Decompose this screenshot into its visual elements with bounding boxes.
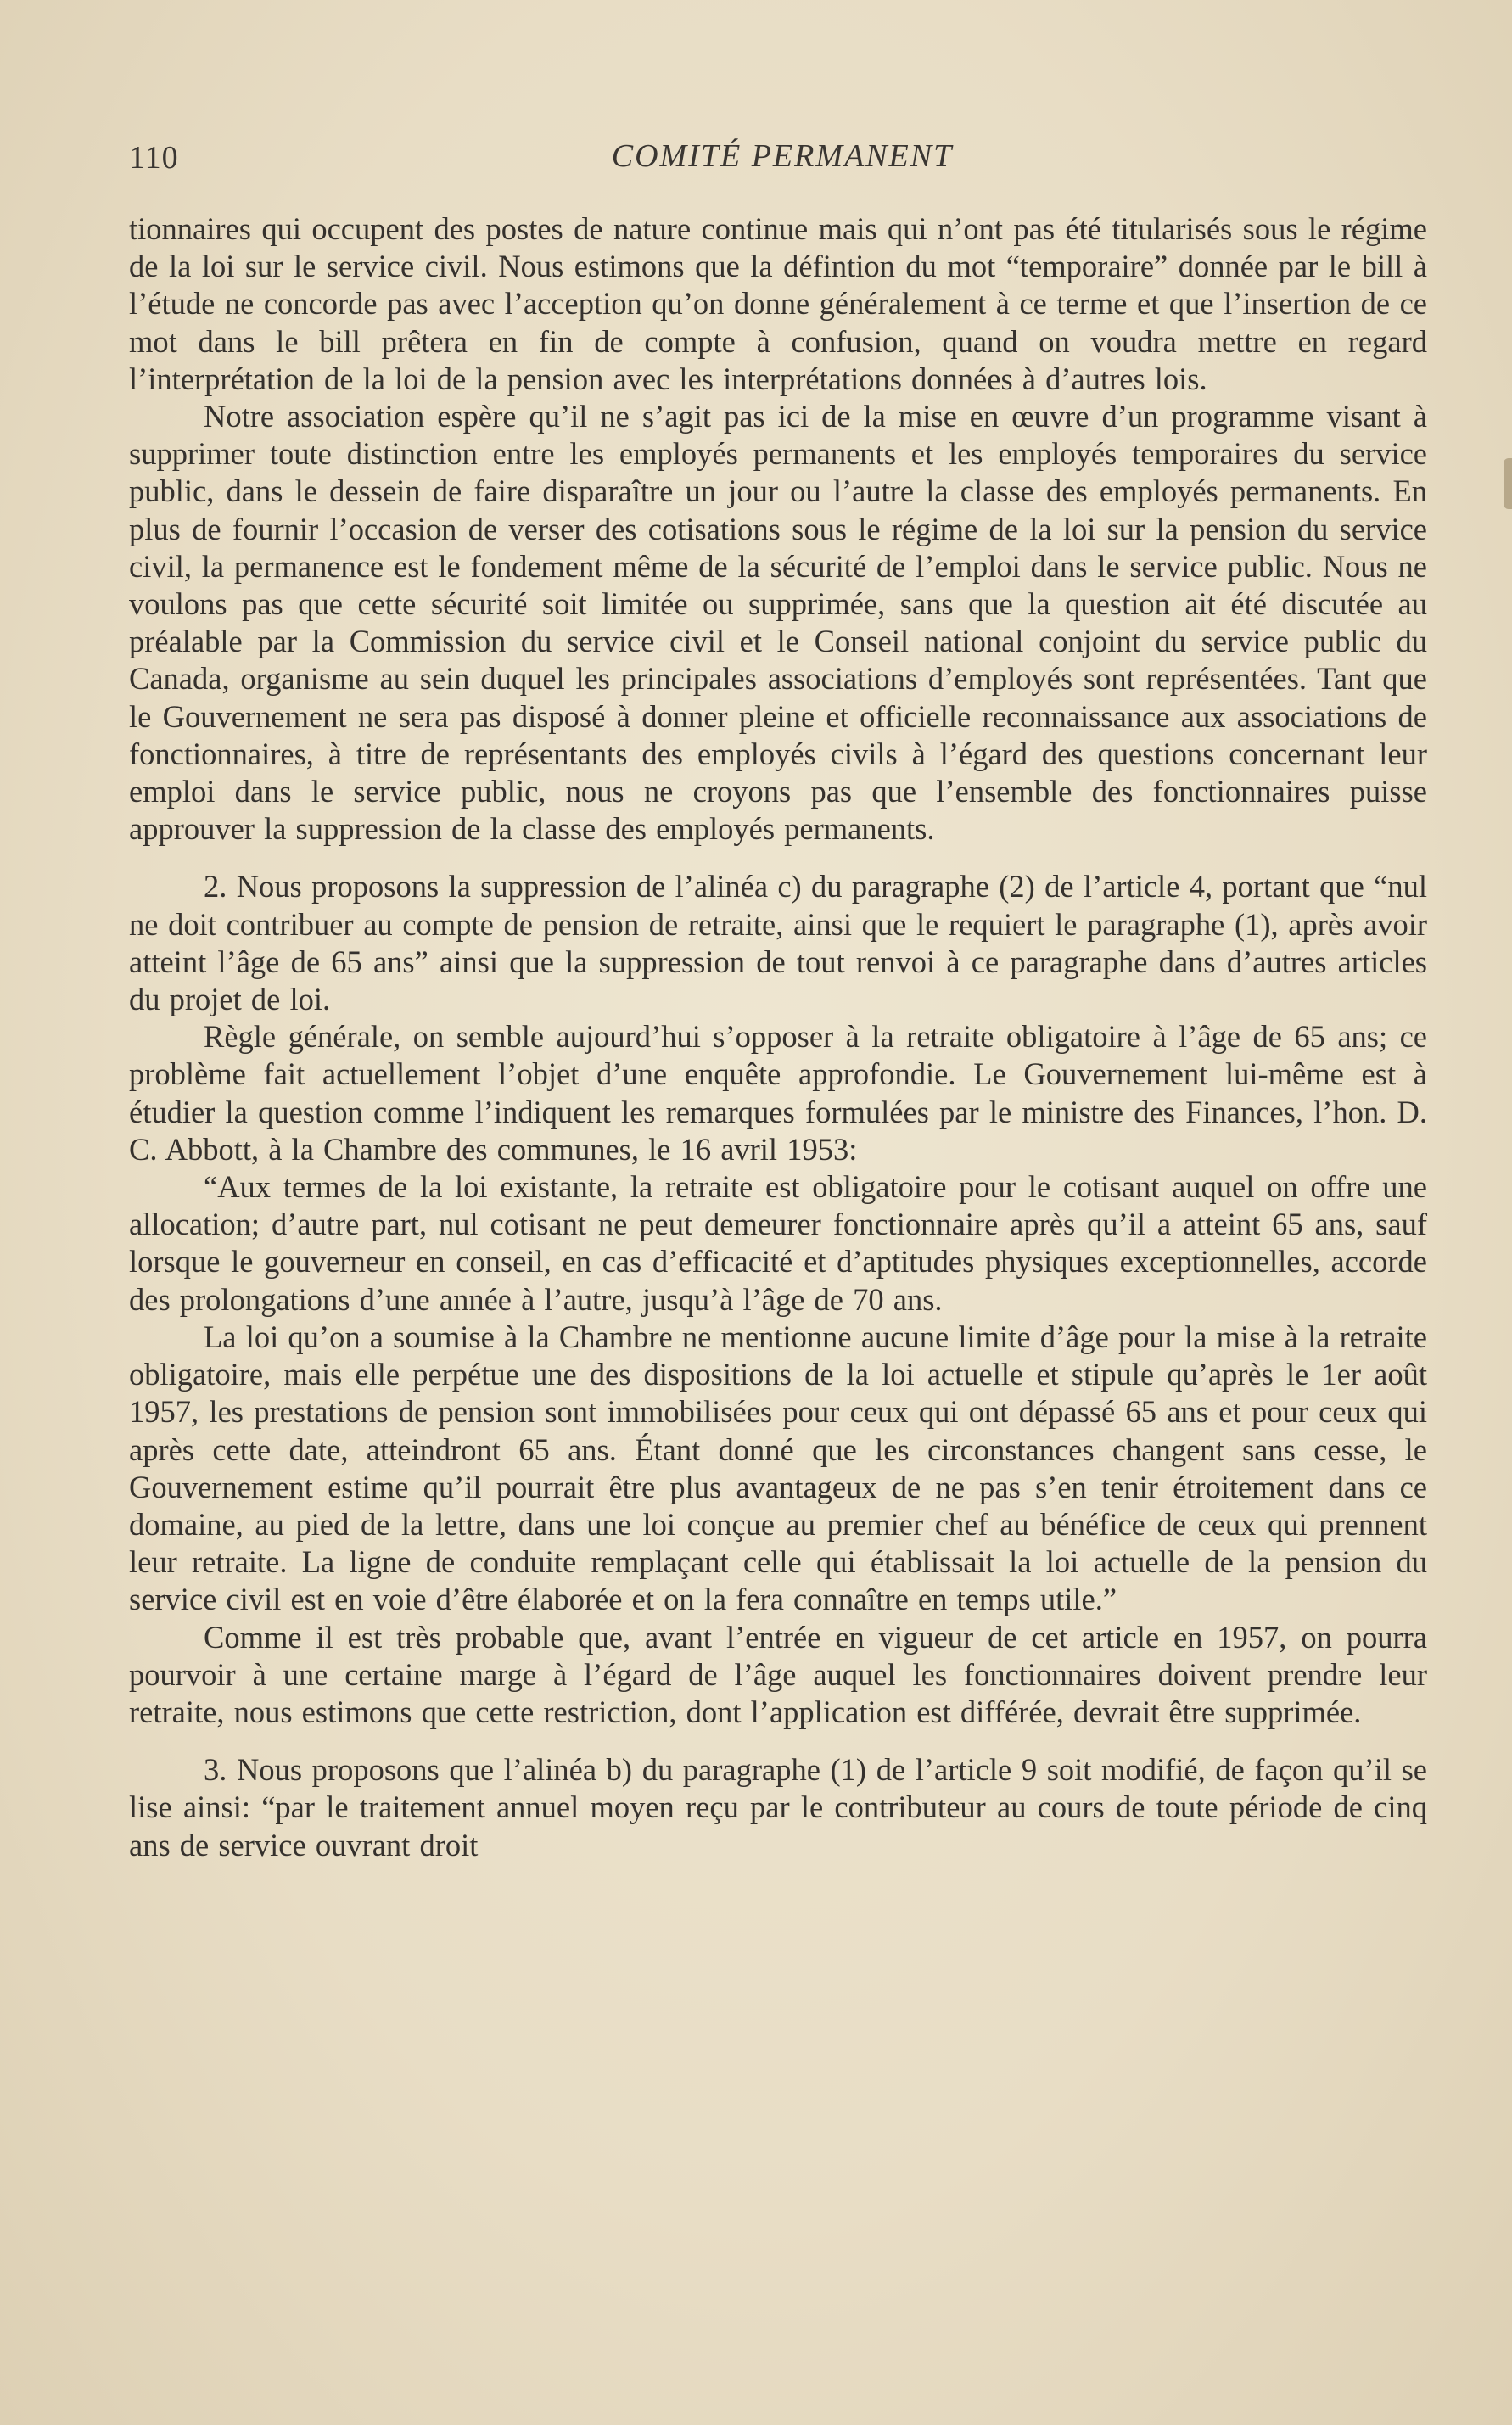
paragraph-quotation-2: La loi qu’on a soumise à la Chambre ne mentionne aucune limite d’âge pour la mise à la retraite obligatoire, mais elle perpétue une des dispositions de la loi actuelle et stipule qu’après le 1er août 1957, les prestations de pension sont immobilisées pour ceux qui ont dépassé 65 ans et pour ceux qui après cette date, atteindront 65 ans. Étant donné que les circonstances changent sans cesse, le Gouvernement estime qu’il pourrait être plus avantageux de ne pas s’en tenir étroitement dans ce domaine, au pied de la lettre, dans une loi conçue au premier chef au bénéfice de ceux qui prennent leur retraite. La ligne de conduite remplaçant celle qui établissait la loi actuelle de la pension du service civil est en voie d’être élaborée et on la fera connaître en temps utile.” xyxy=(129,1319,1427,1617)
paragraph-proposal-2: 2. Nous proposons la suppression de l’alinéa c) du paragraphe (2) de l’article 4, portant que “nul ne doit contribuer au compte de pension de retraite, ainsi que le requiert le paragraphe (1), après avoir atteint l’âge de 65 ans” ainsi que la suppression de tout renvoi à ce paragraphe dans d’autres articles du projet de loi. xyxy=(129,869,1427,1017)
body-text xyxy=(129,210,1427,1864)
paragraph-conclusion: Comme il est très probable que, avant l’entrée en vigueur de cet article en 1957, on pourra pourvoir à une certaine marge à l’égard de l’âge auquel les fonctionnaires doivent prendre leur retraite, nous estimons que cette restriction, dont l’application est différée, devrait être supprimée. xyxy=(129,1619,1427,1729)
page-edge-mark xyxy=(1504,458,1512,509)
paragraph-general-rule: Règle générale, on semble aujourd’hui s’opposer à la retraite obligatoire à l’âge de 65 ans; ce problème fait actuellement l’objet d’une enquête approfondie. Le Gouvernement lui-même est à étudier la question comme l’indiquent les remarques formulées par le ministre des Finances, l’hon. D. C. Abbott, à la Chambre des communes, le 16 avril 1953: xyxy=(129,1019,1427,1167)
paragraph-quotation-1: “Aux termes de la loi existante, la retraite est obligatoire pour le cotisant auquel on offre une allocation; d’autre part, nul cotisant ne peut demeurer fonctionnaire après qu’il a atteint 65 ans, sauf lorsque le gouverneur en conseil, en cas d’efficacité et d’aptitudes physiques exceptionnelles, accorde des prolongations d’une année à l’autre, jusqu’à l’âge de 70 ans. xyxy=(129,1169,1427,1317)
paragraph-association: Notre association espère qu’il ne s’agit pas ici de la mise en œuvre d’un programme visant à supprimer toute distinction entre les employés permanents et les employés temporaires du service public, dans le dessein de faire disparaître un jour ou l’autre la classe des employés permanents. En plus de fournir l’occasion de verser des cotisations sous le régime de la loi sur la pension du service civil, la permanence est le fondement même de la sécurité de l’emploi dans le service public. Nous ne voulons pas que cette sécurité soit limitée ou supprimée, sans que la question ait été discutée au préalable par la Commission du service civil et le Conseil national conjoint du service public du Canada, organisme au sein duquel les principales associations d’employés sont représentées. Tant que le Gouvernement ne sera pas disposé à donner pleine et officielle reconnaissance aux associations de fonctionnaires, à titre de représentants des employés civils à l’égard des questions concernant leur emploi dans le service public, nous ne croyons pas que l’ensemble des fonctionnaires puisse approuver la suppression de la classe des employés permanents. xyxy=(129,399,1427,847)
page-number: 110 xyxy=(129,140,179,176)
running-head: COMITÉ PERMANENT xyxy=(611,138,954,174)
page-header xyxy=(129,136,1436,187)
paragraph-continuation: tionnaires qui occupent des postes de nature continue mais qui n’ont pas été titularisés sous le régime de la loi sur le service civil. Nous estimons que la défintion du mot “temporaire” donnée par le bill à l’étude ne concorde pas avec l’acception qu’on donne généralement à ce terme et que l’insertion de ce mot dans le bill prêtera en fin de compte à confusion, quand on voudra mettre en regard l’interprétation de la loi de la pension avec les interprétations données à d’autres lois. xyxy=(129,211,1427,396)
paragraph-proposal-3: 3. Nous proposons que l’alinéa b) du paragraphe (1) de l’article 9 soit modifié, de façon qu’il se lise ainsi: “par le traitement annuel moyen reçu par le contributeur au cours de toute période de cinq ans de service ouvrant droit xyxy=(129,1752,1427,1862)
